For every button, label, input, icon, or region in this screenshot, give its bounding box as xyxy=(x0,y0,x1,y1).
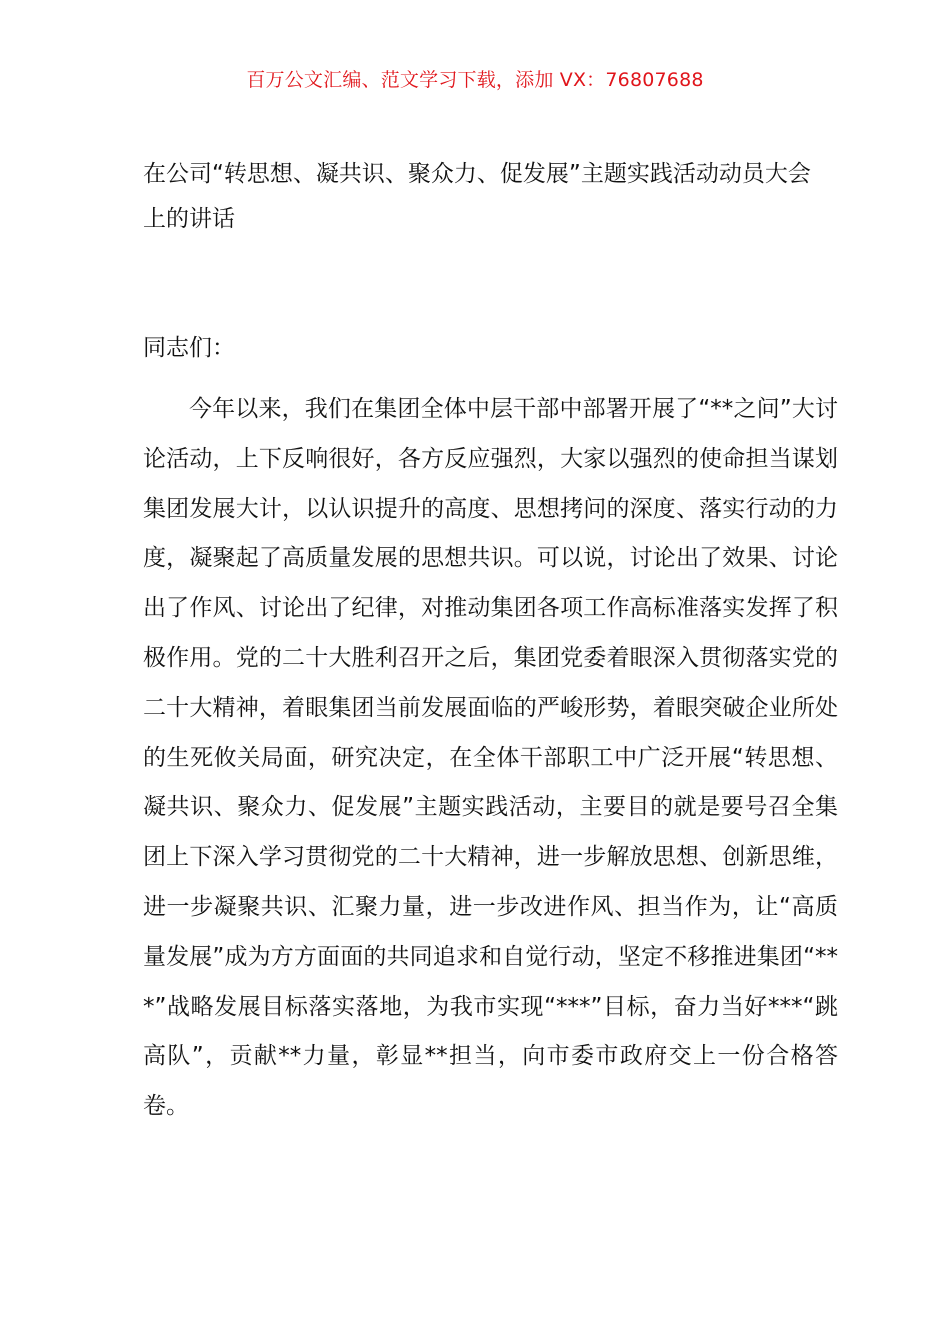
header-promo-note: 百万公文汇编、范文学习下载，添加 VX：76807688 xyxy=(246,69,704,91)
body-paragraph: 今年以来，我们在集团全体中层干部中部署开展了“**之问”大讨论活动，上下反响很好，各方反应强烈，大家以强烈的使命担当谋划集团发展大计，以认识提升的高度、思想拷问的深度、落实行动的力度，凝聚起了高质量发展的思想共识。可以说，讨论出了效果、讨论出了作风、讨论出了纪律，对推动集团各项工作高标准落实发挥了积极作用。党的二十大胜利召开之后，集团党委着眼深入贯彻落实党的二十大精神，着眼集团当前发展面临的严峻形势，着眼突破企业所处的生死攸关局面，研究决定，在全体干部职工中广泛开展“转思想、凝共识、聚众力、促发展”主题实践活动，主要目的就是要号召全集团上下深入学习贯彻党的二十大精神，进一步解放思想、创新思维，进一步凝聚共识、汇聚力量，进一步改进作风、担当作为，让“高质量发展”成为方方面面的共同追求和自觉行动，坚定不移推进集团“***”战略发展目标落实落地，为我市实现“***”目标，奋力当好***“跳高队”，贡献**力量，彰显**担当，向市委市政府交上一份合格答卷。 xyxy=(143,396,838,1120)
document-title: 在公司“转思想、凝共识、聚众力、促发展”主题实践活动动员大会上的讲话 xyxy=(143,161,811,232)
salutation: 同志们： xyxy=(143,335,235,361)
